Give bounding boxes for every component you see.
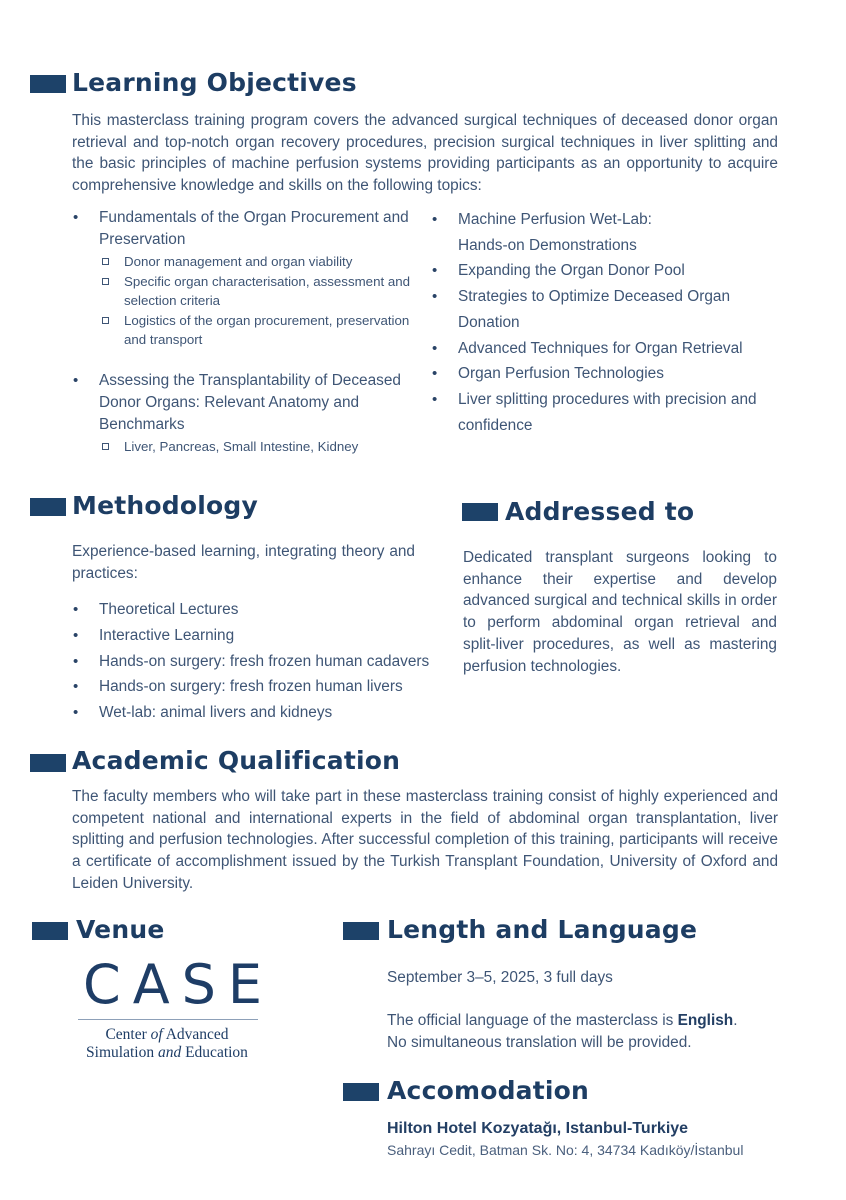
topic-label: Organ Perfusion Technologies	[458, 365, 664, 383]
list-item	[431, 361, 781, 387]
logo-divider	[78, 1019, 258, 1020]
hotel-name: Hilton Hotel Kozyatağı, Istanbul-Turkiye	[387, 1120, 689, 1137]
list-item	[72, 207, 417, 350]
sub-list	[99, 437, 417, 457]
language-statement: The official language of the masterclass is English.	[387, 1012, 738, 1029]
topic-label-line2: Hands-on Demonstrations	[458, 236, 637, 254]
sub-list	[99, 252, 417, 350]
topic-label: Assessing the Transplantability of Deceased Donor Organs: Relevant Anatomy and Benchmarks	[99, 371, 401, 433]
section-marker	[343, 922, 379, 940]
topic-label: Strategies to Optimize Deceased Organ Donation	[458, 288, 731, 331]
sub-list-item: Donor management and organ viability	[99, 252, 417, 272]
methodology-intro: Experience-based learning, integrating theory and practices:	[72, 543, 415, 582]
academic-qualification-heading: Academic Qualification	[72, 746, 401, 775]
list-item	[72, 370, 417, 457]
methodology-list	[72, 597, 452, 726]
section-marker	[30, 75, 66, 93]
section-marker	[30, 498, 66, 516]
length-language-heading: Length and Language	[387, 915, 698, 944]
list-item	[431, 387, 781, 438]
list-item: • Hands-on surgery: fresh frozen human livers	[72, 674, 452, 700]
list-item: • Hands-on surgery: fresh frozen human cadavers	[72, 649, 452, 675]
list-item	[431, 284, 781, 335]
section-marker	[30, 754, 66, 772]
sub-list-item: Logistics of the organ procurement, preservation and transport	[99, 311, 417, 350]
learning-topics-left	[72, 207, 417, 456]
list-item: • Interactive Learning	[72, 623, 452, 649]
list-item: • Wet-lab: animal livers and kidneys	[72, 700, 452, 726]
academic-qualification-text: The faculty members who will take part in these masterclass training consist of highly experienced and competent national and international experts in the field of abdominal organ transplantation, liver splitting and perfusion technologies. After successful completion of this training, participants will receive a certificate of accomplishment issued by the Turkish Transplant Foundation, University of Oxford and Leiden University.	[72, 788, 778, 892]
list-item	[431, 336, 781, 362]
list-item	[431, 207, 781, 258]
case-logo-subtitle: Center of Advanced Simulation and Education	[86, 1026, 248, 1061]
case-logo-wordmark: CASE	[83, 953, 275, 1016]
addressed-to-text: Dedicated transplant surgeons looking to enhance their expertise and develop advanced surgical and technical skills in order to perform abdominal organ retrieval and split-liver procedures, as well as mastering perfusion technologies.	[463, 549, 777, 675]
learning-topics-right	[431, 207, 781, 438]
topic-label: Fundamentals of the Organ Procurement and Preservation	[99, 209, 409, 248]
topic-label: Liver splitting procedures with precision and confidence	[458, 390, 757, 434]
sub-list-item: Liver, Pancreas, Small Intestine, Kidney	[99, 437, 417, 457]
topic-label: Advanced Techniques for Organ Retrieval	[458, 339, 743, 357]
list-item: • Theoretical Lectures	[72, 597, 452, 623]
addressed-to-heading: Addressed to	[505, 497, 695, 526]
translation-note: No simultaneous translation will be provided.	[387, 1034, 692, 1051]
hotel-address: Sahrayı Cedit, Batman Sk. No: 4, 34734 Kadıköy/İstanbul	[387, 1142, 744, 1158]
venue-heading: Venue	[76, 915, 165, 944]
section-marker	[343, 1083, 379, 1101]
sub-list-item: Specific organ characterisation, assessment and selection criteria	[99, 272, 417, 311]
accommodation-heading: Accomodation	[387, 1076, 590, 1105]
topic-label: Expanding the Organ Donor Pool	[458, 262, 685, 280]
list-item	[431, 258, 781, 284]
course-dates: September 3–5, 2025, 3 full days	[387, 969, 613, 986]
section-marker	[32, 922, 68, 940]
topic-label: Machine Perfusion Wet-Lab:	[458, 211, 652, 228]
learning-objectives-intro: This masterclass training program covers the advanced surgical techniques of deceased donor organ retrieval and top-notch organ recovery procedures, precision surgical techniques in liver splitting and the basic principles of machine perfusion systems providing participants as an opportunity to acquire comprehensive knowledge and skills on the following topics:	[72, 112, 778, 195]
methodology-heading: Methodology	[72, 491, 258, 520]
learning-objectives-heading: Learning Objectives	[72, 68, 357, 97]
section-marker	[462, 503, 498, 521]
